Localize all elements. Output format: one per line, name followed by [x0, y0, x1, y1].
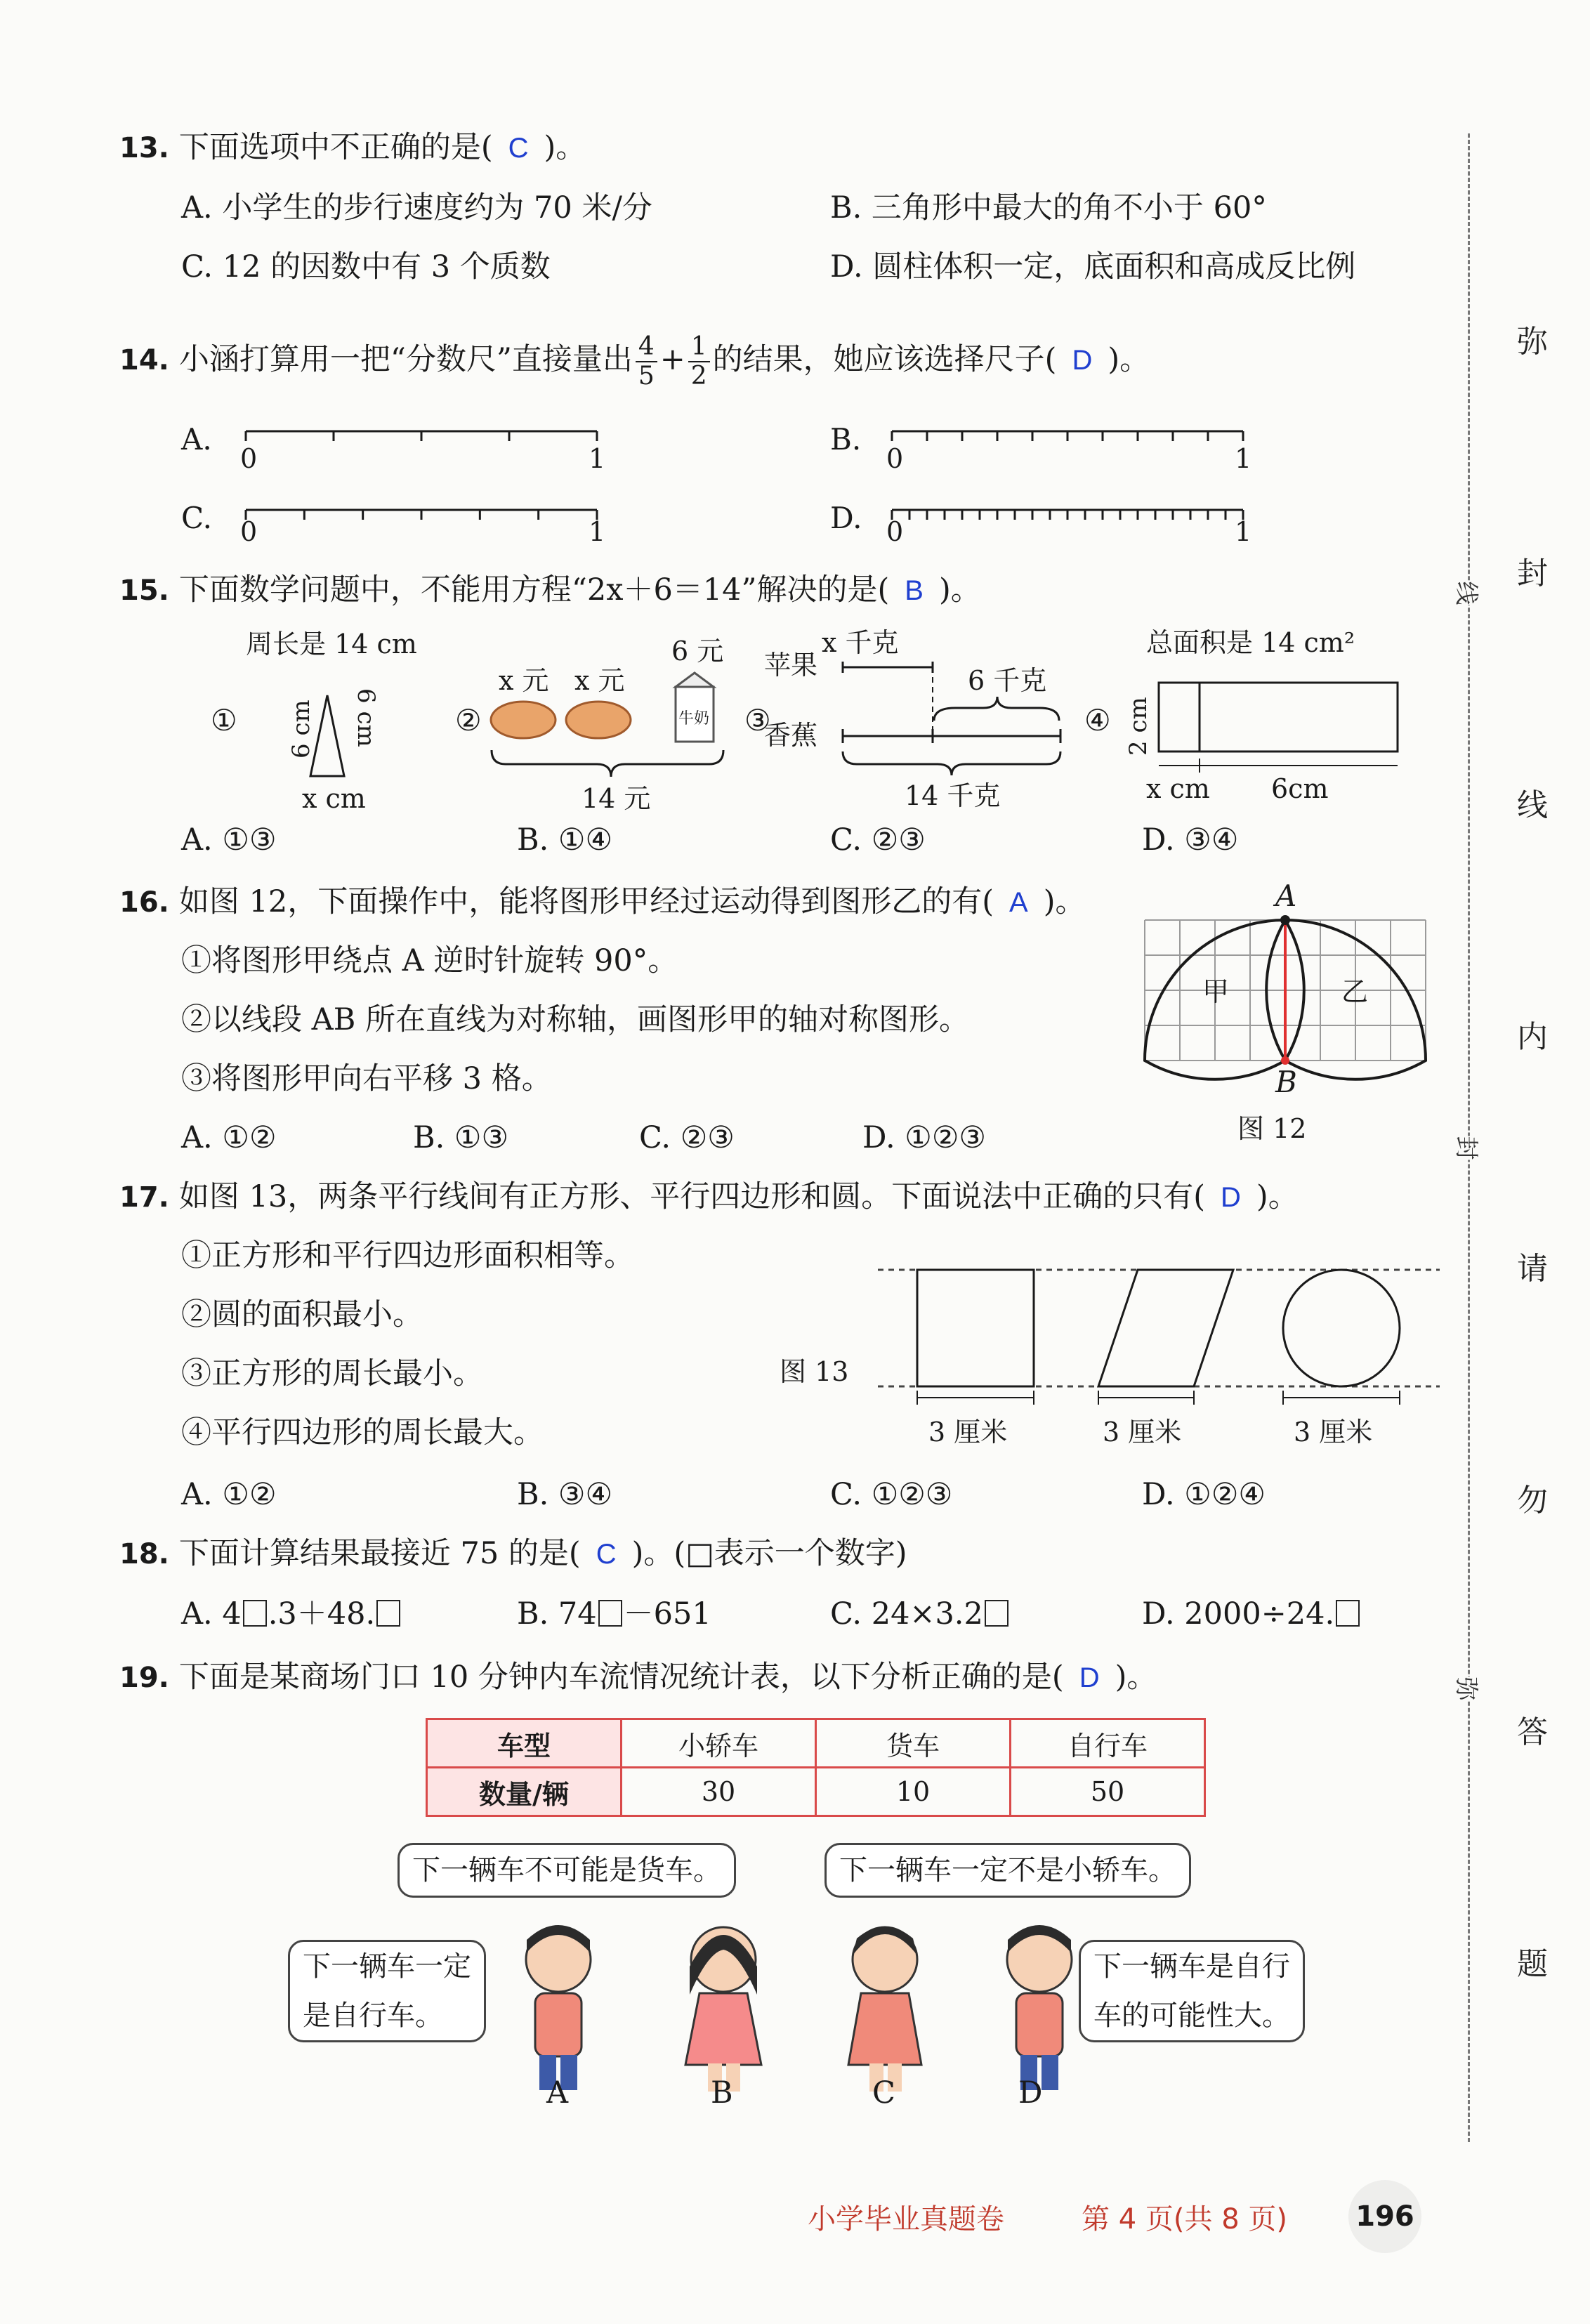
q13-option-d: D. 圆柱体积一定，底面积和高成反比例	[830, 249, 1356, 284]
fig1-marker: ①	[211, 703, 237, 737]
q15-answer: B	[905, 575, 924, 606]
q17-option-b: B. ③④	[517, 1477, 613, 1512]
ruler-b-label: B.	[830, 422, 862, 457]
label-jia: 甲	[1202, 976, 1230, 1007]
q15-figures	[197, 618, 1447, 815]
ruler-d-end: 1	[1235, 516, 1252, 547]
traffic-table	[426, 1718, 1206, 1817]
q13-option-c: C. 12 的因数中有 3 个质数	[181, 249, 551, 284]
q18-answer: C	[596, 1539, 617, 1570]
fig1-base: x cm	[302, 783, 366, 814]
side-char-4: 内	[1517, 1019, 1548, 1055]
side-char-6: 勿	[1517, 1483, 1548, 1518]
ruler-a-end: 1	[589, 443, 606, 474]
fig13-w2: 3 厘米	[1103, 1417, 1182, 1447]
q16-option-a: A. ①②	[181, 1120, 277, 1155]
table-header-cell: 小轿车	[622, 1719, 816, 1768]
footer-page: 第 4 页(共 8 页)	[1082, 2203, 1287, 2236]
child-label-c: C	[872, 2075, 895, 2110]
child-a-icon	[526, 1925, 591, 2090]
q17-statement-4: ④平行四边形的周长最大。	[181, 1415, 544, 1450]
figure-12	[1131, 878, 1447, 1159]
table-header-cell: 车型	[427, 1719, 622, 1768]
fig4-height: 2 cm	[1124, 697, 1152, 756]
fig2-bread-1-price: x 元	[499, 665, 549, 696]
q16-option-b: B. ①③	[413, 1120, 509, 1155]
fig1-perimeter: 周长是 14 cm	[246, 629, 417, 659]
child-label-b: B	[711, 2075, 733, 2110]
side-char-2: 封	[1517, 556, 1548, 591]
q15-option-c: C. ②③	[830, 822, 926, 858]
fig1-side-left: 6 cm	[287, 700, 315, 759]
table-row	[427, 1719, 1205, 1768]
ruler-d-start: 0	[886, 516, 904, 547]
q16-statement-1: ①将图形甲绕点 A 逆时针旋转 90°。	[181, 943, 678, 978]
q14-answer: D	[1072, 345, 1093, 376]
point-b	[1281, 1056, 1289, 1065]
q17-statement-1: ①正方形和平行四边形面积相等。	[181, 1238, 634, 1273]
digit-box	[1336, 1600, 1360, 1627]
digit-box	[243, 1600, 267, 1627]
ruler-d-label: D.	[830, 501, 862, 535]
q13-option-a: A. 小学生的步行速度约为 70 米/分	[181, 190, 652, 225]
fig3-total: 14 千克	[905, 780, 1001, 811]
child-label-a: A	[546, 2075, 569, 2110]
bubble-b: 下一辆车不可能是货车。	[398, 1843, 736, 1898]
ruler-c-label: C.	[181, 501, 212, 535]
q17-answer: D	[1221, 1182, 1241, 1213]
q16-option-c: C. ②③	[639, 1120, 735, 1155]
q15-option-a: A. ①③	[181, 822, 277, 858]
label-a: A	[1275, 879, 1297, 913]
fraction-1-2: $\frac{1}{2}$	[688, 333, 710, 390]
fig2-milk-price: 6 元	[671, 636, 724, 667]
ruler-a-start: 0	[240, 443, 258, 474]
q17-statement-2: ②圆的面积最小。	[181, 1297, 423, 1332]
seal-label-2: 封	[1452, 1136, 1486, 1160]
fig3-banana: 香蕉	[764, 720, 818, 751]
figure-13	[773, 1250, 1447, 1461]
q17-option-d: D. ①②④	[1142, 1477, 1266, 1512]
fig3-extra: 6 千克	[968, 665, 1047, 696]
q13-answer: C	[508, 133, 529, 164]
side-char-1: 弥	[1517, 324, 1548, 360]
q13-option-b: B. 三角形中最大的角不小于 60°	[830, 190, 1267, 225]
ruler-a-label: A.	[181, 422, 212, 457]
q18-option-a: A. 4 .3＋48.	[181, 1594, 402, 1634]
side-char-3: 线	[1517, 787, 1548, 823]
table-cell: 30	[622, 1768, 816, 1816]
bubble-c: 下一辆车一定不是小轿车。	[824, 1843, 1191, 1898]
table-row	[427, 1768, 1205, 1816]
q16-answer: A	[1009, 887, 1028, 918]
triangle-shape	[310, 695, 344, 776]
digit-box	[376, 1600, 400, 1627]
child-b-icon	[685, 1927, 761, 2092]
ruler-c-start: 0	[240, 516, 258, 547]
fig13-w3: 3 厘米	[1294, 1417, 1373, 1447]
q18-option-b: B. 74 －651	[517, 1596, 711, 1632]
bubble-d: 下一辆车是自行 车的可能性大。	[1079, 1940, 1305, 2042]
ruler-c-end: 1	[589, 516, 606, 547]
bread-icon-2	[566, 702, 631, 738]
table-cell: 10	[816, 1768, 1011, 1816]
ruler-b-end: 1	[1235, 443, 1252, 474]
q16-statement-3: ③将图形甲向右平移 3 格。	[181, 1061, 552, 1096]
table-header-cell: 自行车	[1011, 1719, 1205, 1768]
q17-option-c: C. ①②③	[830, 1477, 953, 1512]
fig13-caption: 图 13	[780, 1356, 849, 1387]
label-yi: 乙	[1341, 976, 1369, 1007]
digit-box	[985, 1600, 1008, 1627]
side-char-7: 答	[1517, 1714, 1548, 1750]
fig3-marker: ③	[744, 703, 771, 737]
side-char-5: 请	[1517, 1251, 1548, 1287]
children-illustration	[492, 1910, 1096, 2121]
bubble-a: 下一辆车一定 是自行车。	[288, 1940, 486, 2042]
child-label-d: D	[1018, 2075, 1043, 2110]
q15-option-b: B. ①④	[517, 822, 613, 858]
digit-box	[598, 1600, 622, 1627]
q18-option-d: D. 2000÷24.	[1142, 1594, 1361, 1634]
q16-stem: 16. 如图 12，下面操作中，能将图形甲经过运动得到图形乙的有( A )。	[119, 884, 1086, 919]
fig4-rectangle	[1159, 683, 1398, 751]
q14-rulers	[176, 407, 1299, 562]
fig12-caption: 图 12	[1237, 1113, 1307, 1144]
fig13-w1: 3 厘米	[928, 1417, 1008, 1447]
q17-statement-3: ③正方形的周长最小。	[181, 1356, 483, 1391]
milk-label: 牛奶	[678, 710, 710, 728]
q18-option-c: C. 24×3.2	[830, 1594, 1010, 1634]
fig2-bread-2-price: x 元	[574, 665, 625, 696]
q16-option-d: D. ①②③	[862, 1120, 986, 1155]
q15-stem: 15. 下面数学问题中，不能用方程“2x＋6＝14”解决的是( B )。	[119, 572, 981, 608]
page-number: 196	[1348, 2180, 1421, 2253]
fig2-marker: ②	[455, 703, 482, 737]
q16-statement-2: ②以线段 AB 所在直线为对称轴，画图形甲的轴对称图形。	[181, 1002, 969, 1037]
circle-shape	[1283, 1270, 1400, 1386]
q15-option-d: D. ③④	[1142, 822, 1239, 858]
fig2-brace	[492, 750, 723, 777]
side-char-8: 题	[1517, 1946, 1548, 1982]
square-shape	[917, 1270, 1034, 1386]
parallelogram-shape	[1098, 1270, 1233, 1386]
q13-stem: 13. 下面选项中不正确的是( C )。	[119, 130, 586, 165]
footer-title: 小学毕业真题卷	[808, 2203, 1004, 2236]
q18-stem: 18. 下面计算结果最接近 75 的是( C )。(□表示一个数字)	[119, 1536, 907, 1571]
fig4-marker: ④	[1084, 703, 1111, 737]
fig4-w2: 6cm	[1271, 773, 1329, 804]
table-cell: 50	[1011, 1768, 1205, 1816]
fig3-x: x 千克	[822, 627, 899, 658]
fig3-apple: 苹果	[764, 650, 818, 681]
child-d-icon	[1007, 1925, 1072, 2090]
fig4-area: 总面积是 14 cm²	[1146, 627, 1355, 658]
q14-stem: 14. 小涵打算用一把“分数尺”直接量出 $\frac{4}{5}$ + $\frac{1}{2}$ 的结果，她应该选择尺子( D )。	[119, 332, 1150, 390]
q17-option-a: A. ①②	[181, 1477, 277, 1512]
bread-icon-1	[491, 702, 556, 738]
ruler-b-start: 0	[886, 443, 904, 474]
table-cell: 数量/辆	[427, 1768, 622, 1816]
seal-label-3: 弥	[1452, 1677, 1486, 1701]
q17-stem: 17. 如图 13，两条平行线间有正方形、平行四边形和圆。下面说法中正确的只有( D )。	[119, 1179, 1299, 1214]
point-a	[1280, 915, 1290, 925]
fraction-4-5: $\frac{4}{5}$	[636, 333, 657, 390]
fig1-side-right: 6 cm	[352, 688, 380, 747]
label-b: B	[1275, 1065, 1297, 1099]
q19-answer: D	[1079, 1662, 1100, 1693]
fig4-w1: x cm	[1146, 773, 1210, 804]
fig2-total: 14 元	[582, 783, 651, 814]
q19-stem: 19. 下面是某商场门口 10 分钟内车流情况统计表，以下分析正确的是( D )。	[119, 1660, 1157, 1695]
child-c-icon	[848, 1926, 921, 2092]
seal-label-1: 线	[1452, 582, 1486, 605]
table-header-cell: 货车	[816, 1719, 1011, 1768]
